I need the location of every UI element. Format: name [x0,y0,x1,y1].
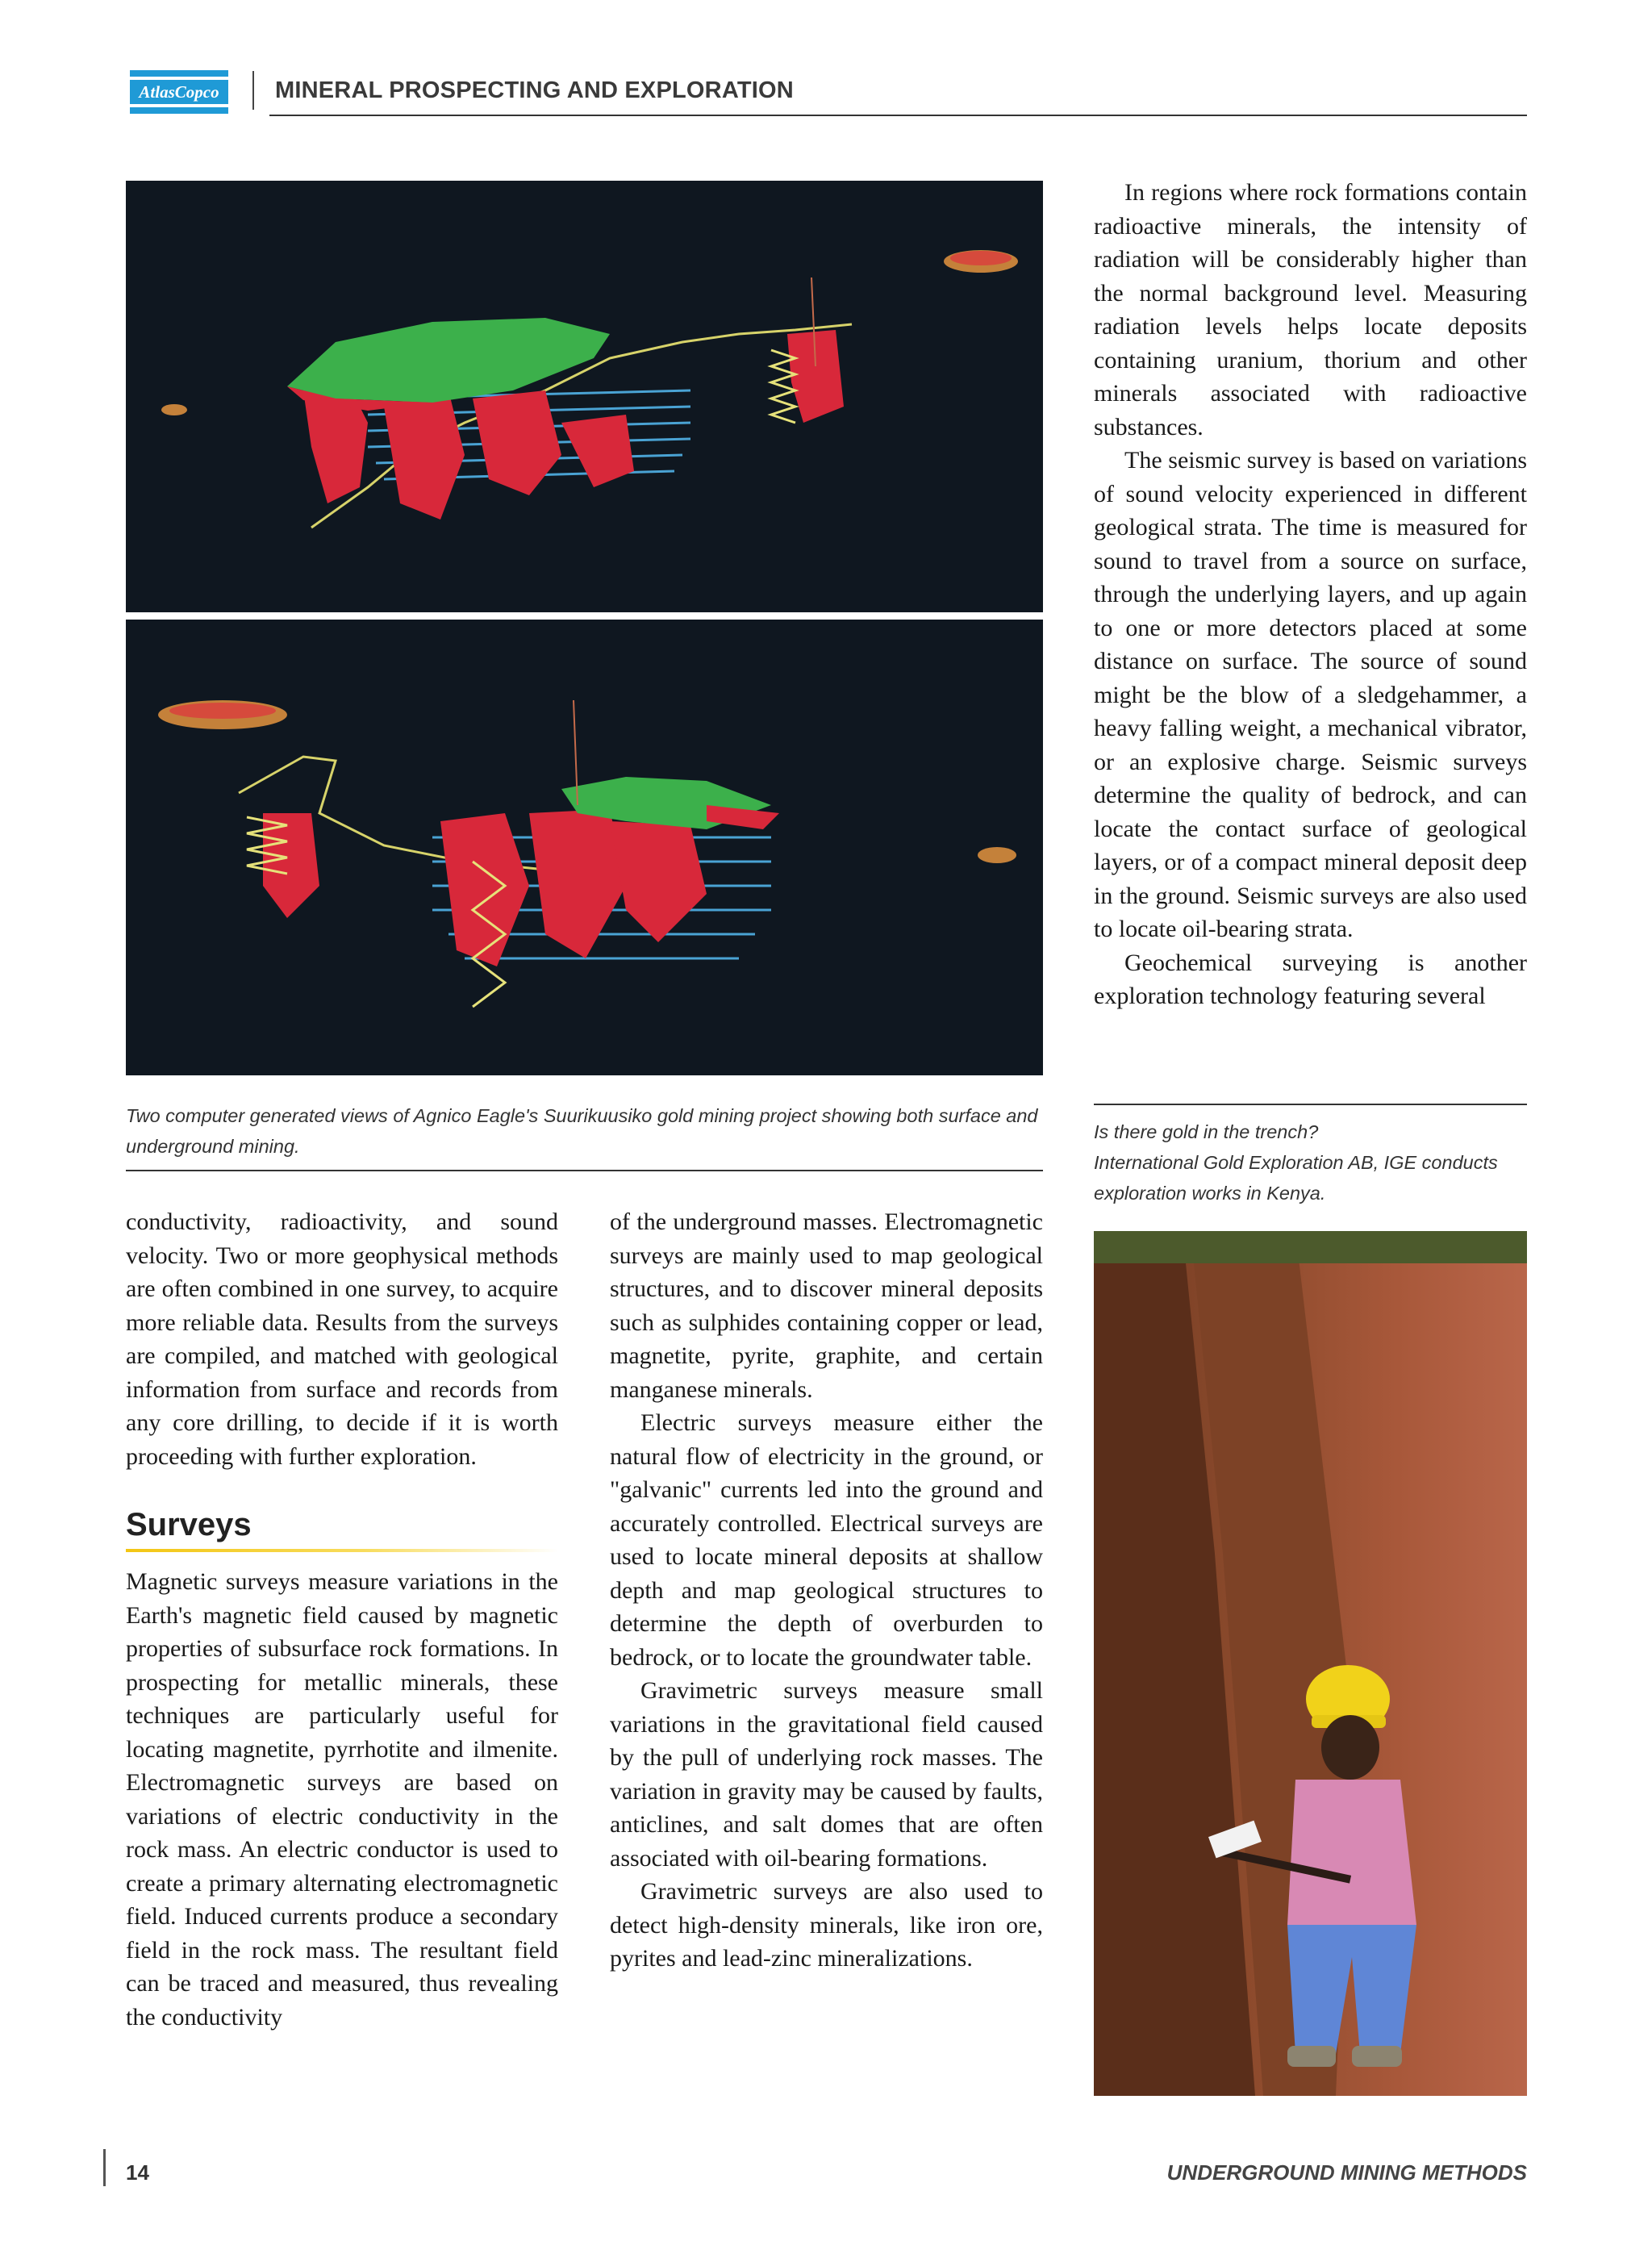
paragraph-magnetic: Magnetic surveys measure variations in the Earth's magnetic field caused by magnetic properties of subsurface rock formations. In prospecting for metallic minerals, these techniques are particularly useful for locating magnetite, pyrrhotite and ilmenite. Electromagnetic surveys are based on variations of electric conductivity in the rock mass. An electric conductor is used to create a primary alternating electromagnetic field. Induced currents produce a secondary field in the rock mass. The resultant field can be traced and measured, thus revealing the conductivity [126,1568,558,2031]
trench-photo [1094,1231,1527,2096]
section-heading-surveys: Surveys [126,1502,558,1552]
paragraph-geochemical: Geochemical surveying is another exploration technology featuring several [1094,949,1527,1009]
photo-caption-line1: Is there gold in the trench? [1094,1121,1319,1142]
running-header-title: MINERAL PROSPECTING AND EXPLORATION [275,77,794,103]
left-text-column [126,1205,558,2034]
running-footer-title: UNDERGROUND MINING METHODS [1166,2160,1527,2185]
side-caption-rule [1094,1104,1527,1105]
paragraph-gravimetric-density: Gravimetric surveys are also used to detect high-density minerals, like iron ore, pyrites and lead-zinc mineralizations. [610,1878,1043,1972]
middle-text-column [610,1205,1043,1976]
paragraph-radiation: In regions where rock formations contain radioactive minerals, the intensity of radiation will be considerably higher than the normal background level. Measuring radiation levels helps locate deposits containing uranium, thorium and other minerals associated with radioactive substances. [1094,179,1527,440]
stockpile-shape [161,404,187,415]
logo-text: AtlasCopco [139,82,219,102]
paragraph-gravimetric: Gravimetric surveys measure small variations in the gravitational field caused by the pull of underlying rock masses. The variation in gravity may be caused by faults, anticlines, and salt domes that are often associated with oil-bearing formations. [610,1677,1043,1872]
photo-caption-line2: International Gold Exploration AB, IGE conducts exploration works in Kenya. [1094,1152,1498,1204]
header-rule [269,115,1527,116]
paragraph-electromagnetic: of the underground masses. Electromagnetic surveys are mainly used to map geological structures, and to discover mineral deposits such as sulphides containing copper or lead, magnetite, pyrite, graphite, and certain manganese minerals. [610,1208,1043,1403]
mine-3d-view-top [126,181,1043,612]
footer-bar [103,2149,106,2186]
page-number: 14 [126,2160,149,2185]
right-text-column [1094,176,1527,1013]
paragraph-seismic: The seismic survey is based on variations of sound velocity experienced in different geological strata. The time is measured for sound to travel from a source on surface, through the underlying layers, and up again to one or more detectors placed at some distance on surface. The source of sound might be the blow of a sledgehammer, a heavy falling weight, a mechanical vibrator, or an explosive charge. Seismic surveys determine the quality of bedrock, and can locate the contact surface of geological layers, or of a compact mineral deposit deep in the ground. Seismic surveys are also used to locate oil-bearing strata. [1094,447,1527,942]
header-separator [252,71,254,110]
atlas-copco-logo [130,70,228,115]
photo-caption [1094,1116,1527,1208]
figure-caption: Two computer generated views of Agnico Eagle's Suurikuusiko gold mining project showing both surface and underground mining. [126,1105,1038,1157]
paragraph-electric: Electric surveys measure either the natural flow of electricity in the ground, or "galvanic" currents led into the ground and accurately controlled. Electrical surveys are used to locate mineral deposits at shallow depth and map geological structures to determine the depth of overburden to bedrock, or to locate the groundwater table. [610,1409,1043,1671]
caption-rule [126,1170,1043,1171]
paragraph-combined-surveys: conductivity, radioactivity, and sound velocity. Two or more geophysical methods are often combined in one survey, to acquire more reliable data. Results from the surveys are compiled, and matched with geological information from surface and records from any core drilling, to decide if it is worth proceeding with further exploration. [126,1208,558,1470]
mine-3d-view-bottom [126,620,1043,1075]
